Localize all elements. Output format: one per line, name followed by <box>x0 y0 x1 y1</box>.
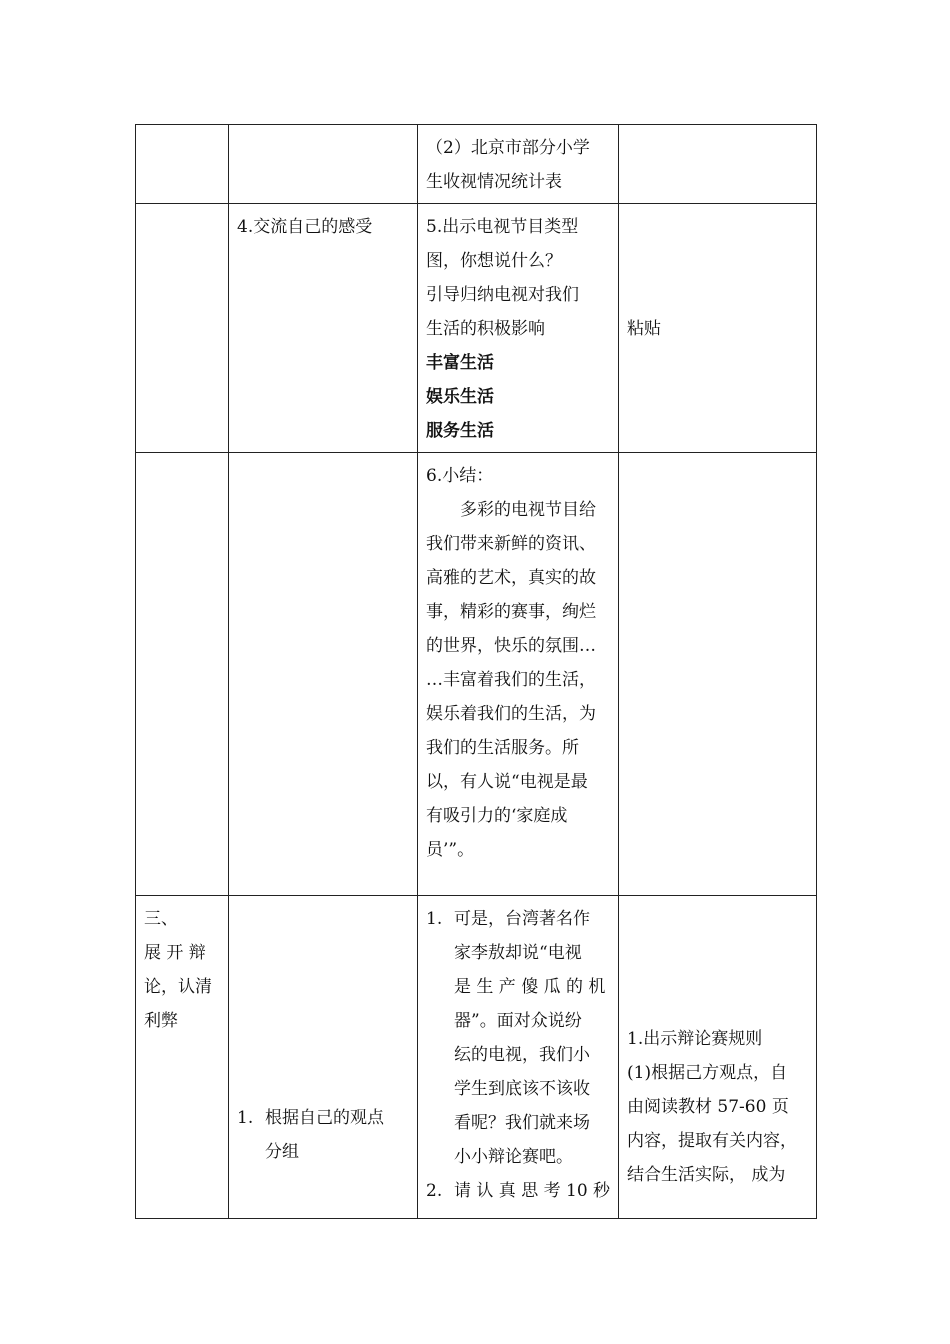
text-line: 事，精彩的赛事，绚烂 <box>426 602 596 622</box>
numbered-item <box>426 1174 610 1208</box>
cell-student-activity <box>229 896 418 1219</box>
table-row <box>136 453 817 896</box>
text-line: 生活的积极影响 <box>426 319 545 339</box>
stage-heading: 展 开 辩 <box>144 943 206 963</box>
text-line: 粘贴 <box>627 319 661 339</box>
cell-stage <box>136 453 229 896</box>
item-number: 2. <box>426 1181 443 1201</box>
cell-media <box>619 896 817 1219</box>
text-line: 的世界，快乐的氛围… <box>426 636 596 656</box>
text-line: 图，你想说什么？ <box>426 251 562 271</box>
stage-heading: 利弊 <box>144 1011 178 1031</box>
text-line: 由阅读教材 57-60 页 <box>627 1097 789 1117</box>
cell-student-activity <box>229 453 418 896</box>
text-line: 有吸引力的‘家庭成 <box>426 806 568 826</box>
cell-stage <box>136 896 229 1219</box>
text-line: 纭的电视，我们小 <box>454 1045 590 1065</box>
text-line: 器”。面对众说纷 <box>454 1011 582 1031</box>
bold-keyword: 娱乐生活 <box>426 387 494 407</box>
text-line: （2）北京市部分小学 <box>426 138 590 158</box>
text-line: 以，有人说“电视是最 <box>426 772 588 792</box>
stage-heading: 三、 <box>144 909 178 929</box>
cell-teacher-activity <box>418 896 619 1219</box>
bold-keyword: 服务生活 <box>426 421 494 441</box>
cell-media <box>619 204 817 453</box>
table-row <box>136 896 817 1219</box>
cell-stage <box>136 204 229 453</box>
cell-media <box>619 125 817 204</box>
text-line: 学生到底该不该收 <box>454 1079 590 1099</box>
text-line: 根据自己的观点 <box>265 1108 384 1128</box>
text-line: 家李敖却说“电视 <box>454 943 582 963</box>
text-line: 1.出示辩论赛规则 <box>627 1029 763 1049</box>
item-number: 1. <box>426 909 443 929</box>
text-line: 员’”。 <box>426 840 475 860</box>
bold-keyword: 丰富生活 <box>426 353 494 373</box>
cell-teacher-activity <box>418 204 619 453</box>
text-line: …丰富着我们的生活， <box>426 670 596 690</box>
cell-student-activity <box>229 204 418 453</box>
text-line: 内容，提取有关内容， <box>627 1131 797 1151</box>
numbered-item <box>426 902 610 1174</box>
text-line: 是 生 产 傻 瓜 的 机 <box>454 977 606 997</box>
text-line: 我们的生活服务。所 <box>426 738 579 758</box>
text-line: 引导归纳电视对我们 <box>426 285 579 305</box>
text-line: 分组 <box>265 1142 299 1162</box>
cell-teacher-activity <box>418 125 619 204</box>
text-line: 娱乐着我们的生活，为 <box>426 704 596 724</box>
cell-teacher-activity <box>418 453 619 896</box>
text-line: 4.交流自己的感受 <box>237 217 373 237</box>
text-line: 高雅的艺术，真实的故 <box>426 568 596 588</box>
text-line: 5.出示电视节目类型 <box>426 217 579 237</box>
text-line: (1)根据己方观点，自 <box>627 1063 788 1083</box>
text-line: 多彩的电视节目给 <box>460 500 596 520</box>
text-line: 生收视情况统计表 <box>426 172 562 192</box>
table-row <box>136 125 817 204</box>
text-line: 可是，台湾著名作 <box>454 909 590 929</box>
numbered-item <box>237 1101 409 1169</box>
cell-media <box>619 453 817 896</box>
cell-stage <box>136 125 229 204</box>
text-line: 我们带来新鲜的资讯、 <box>426 534 596 554</box>
text-line: 看呢？我们就来场 <box>454 1113 590 1133</box>
summary-title: 6.小结： <box>426 466 494 486</box>
text-line: 小小辩论赛吧。 <box>454 1147 573 1167</box>
lesson-plan-table <box>135 124 817 1219</box>
text-line: 请 认 真 思 考 10 秒 <box>454 1181 611 1201</box>
item-number: 1. <box>237 1108 254 1128</box>
cell-student-activity <box>229 125 418 204</box>
table-row <box>136 204 817 453</box>
text-line: 结合生活实际， 成为 <box>627 1165 786 1185</box>
stage-heading: 论，认清 <box>144 977 212 997</box>
